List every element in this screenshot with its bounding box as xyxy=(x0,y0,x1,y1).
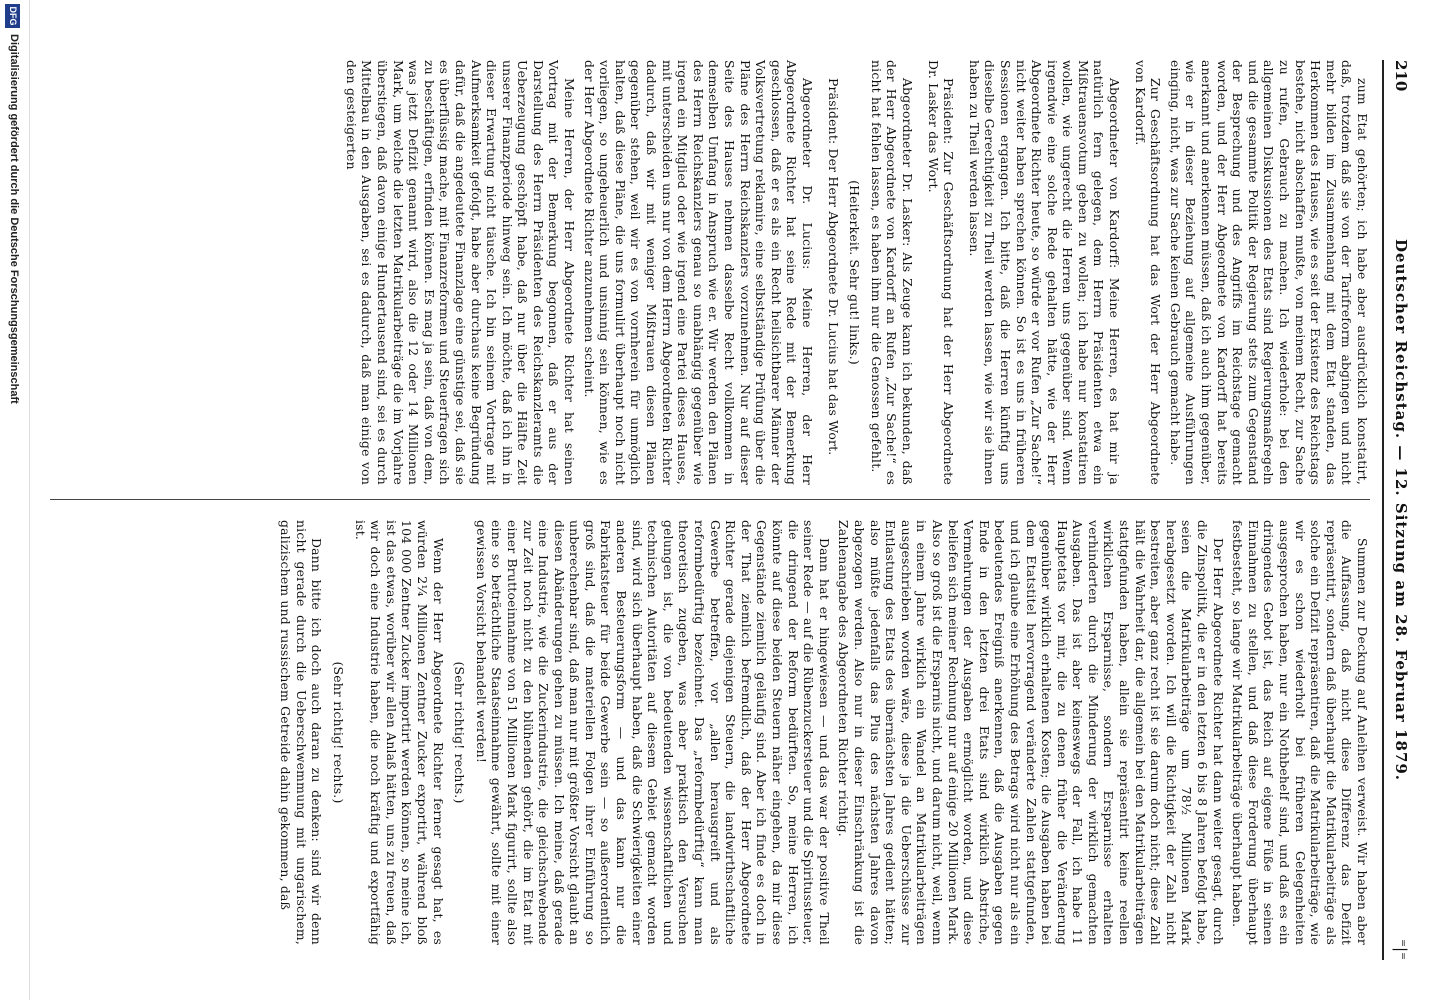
paragraph: Wenn der Herr Abgeordnete Richter ferner gesagt hat, es würden 2¼ Millionen Zentner Zucker exportirt, während bloß 104 000 Zentner Zucker importirt werden können, so meine ich, ist das etwas, worüber wir allen Anlaß hätten, uns zu freuen, daß wir doch eine Industrie haben, die noch kräftig und exportfähig ist. xyxy=(352,520,446,945)
digitization-credit xyxy=(0,0,30,1000)
speech-kardorff: Abgeordneter von Kardorff: Meine Herren, es hat mir ja natürlich fern gelegen, dem Herrn Präsidenten etwa ein Mißtrauensvotum geben zu wollen; ich habe nur konstatiren wollen, wie ungerecht die Herren uns gegenüber sind. Wenn irgendwie eine solche Rede gehalten hätte, wie der Herr Abgeordnete Richter heute, so würde er vor Rufen „Zur Sache!“ nicht weiter haben sprechen können. So ist es uns in früheren Sessionen ergangen. Ich bitte, daß die Herren künftig uns dieselbe Gerechtigkeit zu Theil werden lassen, wie wir sie ihnen haben zu Theil werden lassen. xyxy=(966,60,1123,485)
left-column xyxy=(339,60,1370,485)
page-header xyxy=(1382,60,1414,960)
paragraph: Meine Herren, der Herr Abgeordnete Richter hat seinen Vortrag mit der Bemerkung begonnen, daß er aus der Darstellung des Herrn Präsidenten des Reichskanzleramts die Ueberzeugung geschöpft habe, daß nur über die Hälfte Zeit unserer Finanzperiode hinweg sein. Ich möchte, daß ich ihn in dieser Erwartung nicht täusche. Ich bin seinem Vortrage mit Aufmerksamkeit gefolgt, habe aber durchaus keine Begründung dafür, daß die angedeutete Finanzlage eine günstige sei, daß sie es überflüssig mache, mit Finanzreformen und Steuerfragen sich zu beschäftigen, erfinden können. Es mag ja sein, daß von dem, was jetzt Defizit genannt wird, also die 12 oder 14 Millionen Mark, um welche die letzten Matrikularbeiträge die im Vorjahre überstiegen, daß davon einige Hundertausend sind, sei es durch Mittelbau in den Ausgaben, sei es dadurch, daß man einige von den gesteigerten xyxy=(343,60,578,485)
paragraph: Dann hat er hingewiesen — und das war der positive Theil seiner Rede — auf die Rübenzuckersteuer und die Spiritussteuer, die dringend der Reform bedürften. So, meine Herren, ich könnte auf diese beiden Steuern näher eingehen, da mir diese Gegenstände ziemlich geläufig sind. Aber ich finde es doch in der That ziemlich befremdlich, daß der Herr Abgeordnete Richter gerade diejenigen Steuern, die landwirthschaftliche Gewerbe betreffen, vor „allen herausgreift und als reformbedürftig bezeichnet. Das „reformbedürftig“ kann man theoretisch zugeben, was aber praktisch den Versuchen gelungen ist, die von bedeutenden wissenschaftlichen und technischen Autoritäten auf diesem Gebiet gemacht worden sind, wird sich überhaupt haben, daß die Schwierigkeiten einer anderen Besteuerungsform — und das kann nur die Fabrikatsteuer für beide Gewerbe sein — so außerordentlich groß sind, daß die materiellen Folgen ihrer Einführung so unberechenbar sind, daß man nur mit größter Vorsicht glaubt an diesen Abänderungen gehen zu müssen. Ich meine, daß gerade eine Industrie, wie die Zuckerindustrie, die gleichschwebende zur Zeit noch nicht zu den blühenden gehört, die im Etat mit einer Bruttoeinnahme von 51 Millionen Mark figurirt, sollte also eine so beträchtliche Staatseinnahme gewährt, sollte mit einer gewissen Vorsicht behandelt werden! xyxy=(473,520,832,945)
paragraph: Zur Geschäftsordnung hat das Wort der Herr Abgeordnete von Kardorff. xyxy=(1132,60,1164,485)
interjection: (Sehr richtig! rechts.) xyxy=(331,661,346,804)
page-number: 210 xyxy=(1392,60,1410,92)
dfg-logo-icon: DFG xyxy=(5,4,20,28)
paragraph: Der Herr Abgeordnete Richter hat dann weiter gesagt, durch die Zinspolitik, die er in den letzten 6 bis 8 Jahren befolgt habe, seien die Matrikularbeiträge um 78½ Millionen Mark herabgesetzt worden. Ich will die Richtigkeit der Zahl nicht bestreiten, aber ganz recht ist sie darum doch nicht; diese Zahl hält die Wahrheit dar, die allgemein bei den Matrikularbeiträgen stattgefunden haben, allein sie repräsentirt keine reellen wirklichen Ersparnisse, sondern Ersparnisse erhalten verhinderten durch die Minderung der wirklich gemachten Ausgaben. Das ist aber keineswegs der Fall, ich habe 11 Hauptetats vor mir, die zu denen früher die Veränderung gegenüber wirklich erhaltenen Kosten; die Ausgaben haben bei dem Etatstitel hervorragend veränderte Zahlen stattgefunden, und ich glaube eine Erhöhung des Betrags wird nicht nur als ein bedeutendes Ereigniß anerkennen, daß die Ausgaben gegen Ende in den letzten drei Etats sind wirklich Abstriche, Vermehrungen der Ausgaben ermöglicht worden, und diese beliefen sich meiner Rechnung nur auf einige 20 Millionen Mark. Also so groß ist die Ersparnis nicht, und darum nicht, weil, wenn in einem Jahre wirklich ein Wandel an Matrikularbeiträgen ausgeschrieben worden wäre, diese ja die Ueberschüsse zur Entlastung des Etats des übernächsten Jahres gedient hätten; also müßte jedenfalls das Plus des nächsten Jahres davon abgezogen werden. Also nur in dieser Einschränkung ist die Zahlenangabe des Abgeordneten Richter richtig. xyxy=(836,520,1226,945)
speech-lasker: Abgeordneter Dr. Lasker: Als Zeuge kann ich bekunden, daß der Herr Abgeordnete von Kardorff an Rufen „Zur Sache!“ es nicht hat fehlen lassen, es haben ihm nur die Genossen gefehlt. xyxy=(868,60,915,485)
president-remark: Präsident: Zur Geschäftsordnung hat der Herr Abgeordnete Dr. Lasker das Wort. xyxy=(925,60,957,485)
column-divider xyxy=(50,499,1370,500)
interjection: (Heiterkeit. Sehr gut! links.) xyxy=(847,180,863,365)
funding-note: Digitalisierung gefördert durch die Deutsche Forschungsgemeinschaft xyxy=(8,34,20,404)
paragraph: zum Etat gehörten; ich habe aber ausdrücklich konstatirt, daß, trotzdem daß sie von der Tarifreform abgingen und nicht mehr bilden im Zusammenhang mit dem Etat standen, das Herkommen des Hauses, wie es seit der Existenz des Reichstags bestehe, nicht abschaffen mußte, von meinem Recht, zur Sache zu rufen, Gebrauch zu machen. Ich wiederhole: bei den allgemeinen Diskussionen des Etats sind Regierungsmaßregeln und die gesammte Politik der Regierung stets zum Gegenstand der Besprechung und des Angriffs im Reichstage gemacht worden, und der Herr Abgeordnete von Kardorff hat bereits anerkannt und anerkennen müssen, daß ich auch ihm gegenüber, wie er in dieser Beziehung auf allgemeine Ausführungen einging, nicht, was zur Sache keinen Gebrauch gemacht habe. xyxy=(1167,60,1370,486)
paragraph: Dann bitte ich doch auch daran zu denken: sind wir denn nicht gerade durch die Ueberschwemmung mit ungarischem, galizischem und russischem Getreide dahin gekommen, daß xyxy=(278,520,325,945)
speech-lucius: Abgeordneter Dr. Lucius: Meine Herren, der Herr Abgeordnete Richter hat seine Rede mit der Bemerkung geschlossen, daß er es als ein Recht heilsichtbarer Männer der Volksvertretung reklamire, eine selbstständige Prüfung über die Pläne des Herrn Reichskanzlers vorzunehmen. Nur auf dieser Seite des Hauses nehmen dasselbe Recht vollkommen in demselben Umfang in Anspruch wie er. Wir werden den Plänen des Herrn Reichskanzlers genau so unabhängig gegenüber wie irgend ein Mitglied oder wie irgend eine Partei dieses Hauses, mit unterscheiden uns nur von dem Herrn Abgeordneten Richter dadurch, daß wir mit weniger Mißtrauen diesen Plänen gegenüber stehen, weil wir es von vornherein für unmöglich halten, daß diese Pläne, die uns formulirt überhaupt noch nicht vorliegen, so ungeheuerlich und unsinnig sein können, wie es der Herr Abgeordnete Richter anzunehmen scheint. xyxy=(581,60,815,485)
paragraph: Summen zur Deckung auf Anleihen verweist. Wir haben aber die Auffassung, daß nicht diese Differenz das Defizit repräsentirt, sondern daß überhaupt die Matrikularbeiträge als solche ein Defizit repräsentiren, daß die Matrikularbeiträge, wie wir es schon wiederholt bei früheren Gelegenheiten ausgesprochen haben, nur ein Nothbehelf sind, und daß es ein dringendes Gebot ist, das Reich auf eigene Füße in seinen Einnahmen zu stellen, und daß diese Forderung überhaupt festbesteht, so lange wir Matrikularbeiträge überhaupt haben. xyxy=(1230,520,1370,945)
page-marker: ⁼|⁼ xyxy=(1392,939,1410,960)
right-column xyxy=(274,520,1370,945)
running-title: Deutscher Reichstag. — 12. Sitzung am 28. Februar 1879. xyxy=(1392,239,1410,781)
interjection: (Sehr richtig! rechts.) xyxy=(452,661,468,804)
president-remark: Präsident: Der Herr Abgeordnete Dr. Lucius hat das Wort. xyxy=(825,78,841,456)
